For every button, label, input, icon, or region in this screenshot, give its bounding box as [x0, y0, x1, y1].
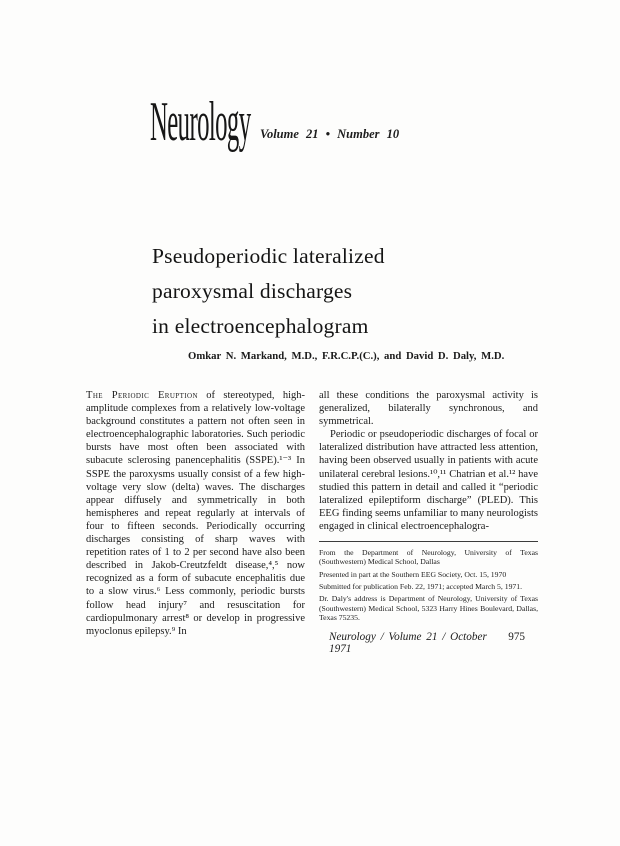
right-column	[319, 389, 538, 655]
title-line-1: Pseudoperiodic lateralized	[152, 244, 385, 268]
paragraph-intro	[86, 389, 305, 638]
paragraph-pled: Periodic or pseudoperiodic discharges of focal or lateralized distribution have attracted less attention, having been observed usually in patients with acute unilateral cerebral lesions.¹⁰,¹¹ Chatrian et al.¹² have studied this pattern in detail and called it “periodic lateralized epileptiform discharge” (PLED). This EEG finding seems unfamiliar to many neurologists engaged in clinical electroencephalogra-	[319, 429, 538, 532]
footnote-submitted: Submitted for publication Feb. 22, 1971; accepted March 5, 1971.	[319, 581, 523, 591]
title-line-2: paroxysmal discharges	[152, 279, 353, 303]
footnotes-block	[319, 548, 538, 622]
footer-citation: Neurology / Volume 21 / October 1971	[329, 631, 487, 656]
footnote-affiliation: From the Department of Neurology, University of Texas (Southwestern) Medical School, Dallas	[319, 548, 538, 567]
article-body	[86, 389, 538, 655]
issue-line: Volume 21 • Number 10	[260, 127, 400, 141]
paragraph-intro-text: of stereotyped, high-amplitude complexes from a relatively low-voltage background constitutes a pattern not often seen in electroencephalographic laboratories. Such periodic bursts have most often been associated with subacute sclerosing panencephalitis (SSPE).¹⁻³ In SSPE the paroxysms usually consist of a few high-voltage very slow (delta) waves. The discharges appear diffusely and symmetrically in both hemispheres and repeat regularly at intervals of four to fifteen seconds. Periodically occurring discharges consisting of sharp waves with repetition rates of 1 to 2 per second have also been described in Jakob-Creutzfeldt disease,⁴,⁵ now recognized as a form of subacute encephalitis due to a slow virus.⁶ Less commonly, periodic bursts follow head injury⁷ and resuscitation for cardiopulmonary arrest⁸ or develop in progressive myoclonus epilepsy.⁹ In	[86, 390, 306, 637]
paragraph-continued: all these conditions the paroxysmal activity is generalized, bilaterally synchronous, and symmetrical.	[319, 390, 538, 428]
footnote-divider	[319, 541, 538, 542]
article-title	[152, 239, 385, 344]
page-footer	[319, 631, 538, 655]
author-byline: Omkar N. Markand, M.D., F.R.C.P.(C.), and David D. Daly, M.D.	[188, 350, 505, 362]
page-number: 975	[508, 631, 525, 644]
footnote-address: Dr. Daly's address is Department of Neurology, University of Texas (Southwestern) Medical School, 5323 Harry Hines Boulevard, Dallas, Texas 75235.	[319, 594, 538, 622]
title-line-3: in electroencephalogram	[152, 314, 369, 338]
footnote-presented: Presented in part at the Southern EEG Society, Oct. 15, 1970	[319, 569, 507, 579]
left-column	[86, 389, 305, 655]
journal-masthead	[0, 0, 620, 200]
lead-phrase: The Periodic Eruption	[86, 390, 198, 401]
journal-logo: Neurology	[150, 89, 251, 153]
